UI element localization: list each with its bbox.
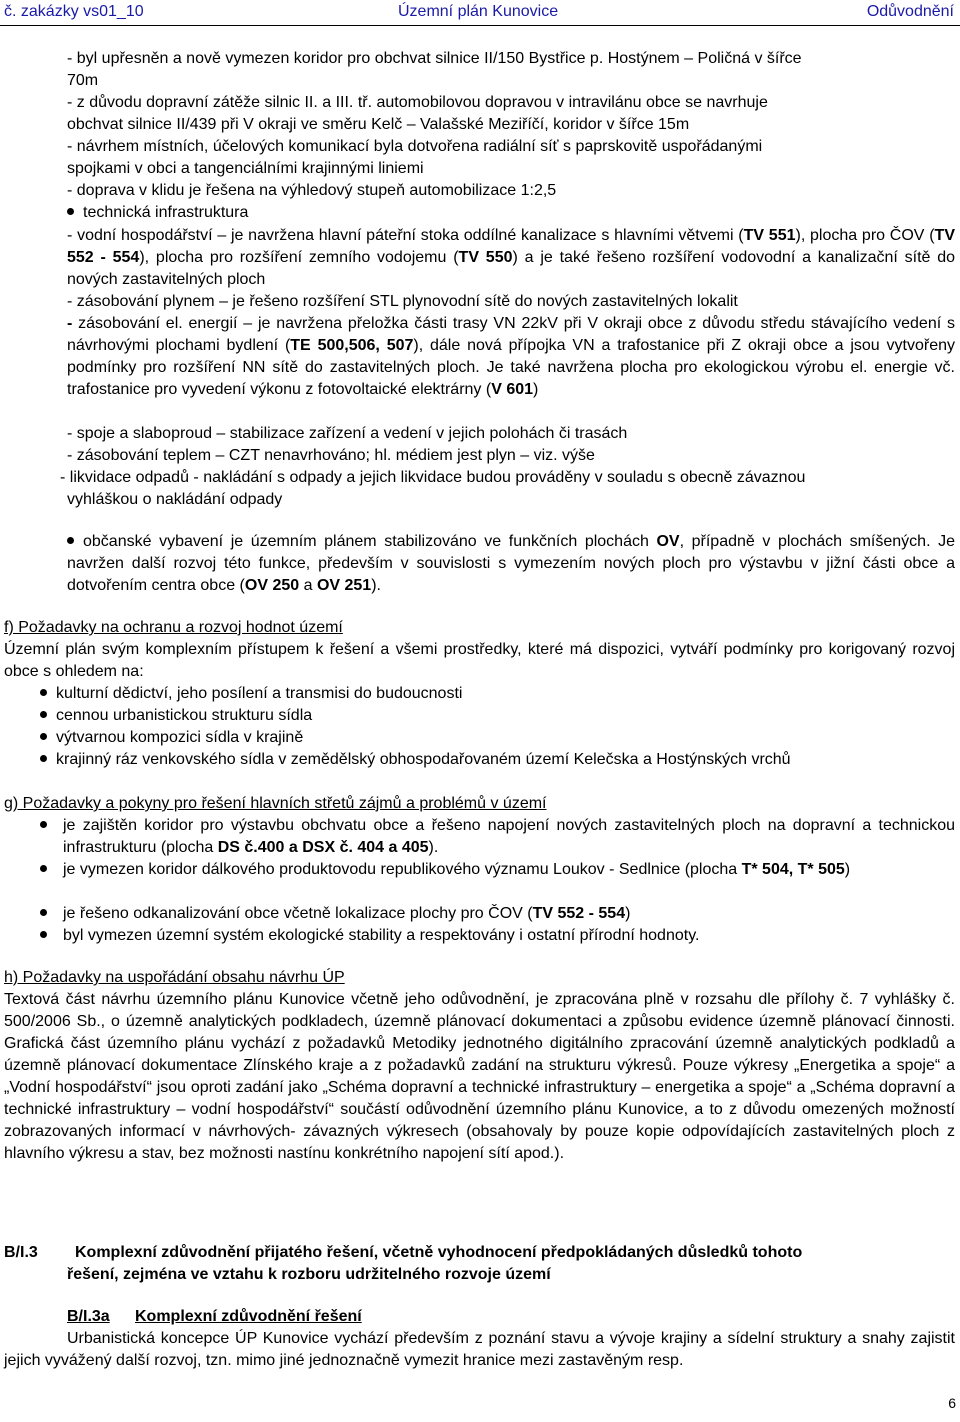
bullet-dot-icon [40, 733, 47, 740]
bullet-label: technická infrastruktura [83, 204, 249, 221]
bullet-dot-icon [40, 711, 47, 718]
section-f-intro: Územní plán svým komplexním přístupem k řešení a všemi prostředky, které má dispozici, vytváří podmínky pro korigovaný rozvoj obce s ohledem na: [4, 641, 955, 680]
page-number: 6 [948, 1395, 956, 1411]
bullet-dot-icon [40, 859, 56, 881]
subsection-code: B/I.3a [67, 1308, 110, 1325]
subsection-paragraph: Urbanistická koncepce ÚP Kunovice vychází především z poznání stavu a vývoje krajiny a sídelní struktury a snahy zajistit jejich vyvážený další rozvoj, tzn. mimo jiné jednoznačně vymezit hranice mezi zastavěným resp. [4, 1330, 955, 1369]
bullet-dot-icon [40, 689, 47, 696]
ti-odpady-line-2: vyhláškou o nakládání odpady [67, 491, 283, 508]
section-h-paragraph: Textová část návrhu územního plánu Kunovice včetně jeho odůvodnění, je zpracována plně v rozsahu dle přílohy č. 7 vyhlášky č. 500/2006 Sb., o územně analytických podkladech, územně plánovací dokumentaci a způsobu evidence územně plánovací činnosti. Grafická část územního plánu vychází z požadavků Metodiky jednotného digitálního zpracování územně analytických podkladů a územně plánovací dokumentace Zlínského kraje a z požadavků zadání na strukturu výkresů. Pouze výkresy „Energetika a spoje“ a „Vodní hospodářství“ jsou oproti zadání jako „Schéma dopravní a technické infrastruktury – energetika a spoje“ a „Schéma dopravní a technické infrastruktury – vodní hospodářství“ součástí odůvodnění územního plánu Kunovice, a to z důvodu omezených možností zobrazovaných informací v návrhových- závazných výkresech (obsahovaly by pouze kopie odpovídajících zastavitelných ploch z hlavního výkresu a stav, bez možnosti nastínu konkrétního napojení sítí apod.). [4, 991, 955, 1162]
section-g-item: je vymezen koridor dálkového produktovodu republikového významu Loukov - Sedlnice (plocha T* 504, T* 505) [63, 861, 851, 878]
doprava-line-7: - doprava v klidu je řešena na výhledový stupeň automobilizace 1:2,5 [67, 182, 557, 199]
bullet-dot-icon [40, 755, 47, 762]
ti-spoje-line: - spoje a slaboproud – stabilizace zařízení a vedení v jejich polohách či trasách [67, 425, 628, 442]
section-b-code: B/I.3 [4, 1244, 38, 1261]
header-rule [0, 25, 960, 26]
section-b-title-line-2: řešení, zejména ve vztahu k rozboru udržitelného rozvoje území [67, 1266, 551, 1283]
ti-teplo-line: - zásobování teplem – CZT nenavrhováno; hl. médiem jest plyn – viz. výše [67, 447, 595, 464]
section-g-item: byl vymezen územní systém ekologické stability a respektovány i ostatní přírodní hodnoty. [63, 927, 700, 944]
section-f-item: krajinný ráz venkovského sídla v zemědělský obhospodařovaném území Kelečska a Hostýnských vrchů [40, 749, 791, 771]
doprava-line-3: - z důvodu dopravní zátěže silnic II. a III. tř. automobilovou dopravou v intravilánu obce se navrhuje [67, 94, 768, 111]
doprava-line-1: - byl upřesněn a nově vymezen koridor pro obchvat silnice II/150 Bystřice p. Hostýnem – Poličná v šířce [67, 50, 802, 67]
bullet-dot-icon [67, 208, 74, 215]
header-section-label: Odůvodnění [866, 3, 954, 20]
bullet-technicka-infrastruktura [67, 202, 248, 224]
doprava-line-6: spojkami v obci a tangenciálními krajinnými liniemi [67, 160, 424, 177]
bullet-dot-icon [40, 925, 56, 947]
header-contract-number: č. zakázky vs01_10 [4, 3, 144, 20]
section-h-heading: h) Požadavky na uspořádání obsahu návrhu ÚP [4, 969, 345, 986]
doprava-line-5: - návrhem místních, účelových komunikací byla dotvořena radiální síť s paprskovitě uspořádanými [67, 138, 763, 155]
section-f-item: výtvarnou kompozici sídla v krajině [40, 727, 303, 749]
doprava-line-2: 70m [67, 72, 99, 89]
bullet-dot-icon [40, 903, 56, 925]
section-f-item: kulturní dědictví, jeho posílení a transmisi do budoucnosti [40, 683, 462, 705]
section-b-title-line-1: Komplexní zdůvodnění přijatého řešení, včetně vyhodnocení předpokládaných důsledků tohoto [75, 1244, 803, 1261]
ti-el-paragraph: - zásobování el. energií – je navržena přeložka části trasy VN 22kV při V okraji obce z důvodu středu stávajícího vedení s návrhovými plochami bydlení (TE 500,506, 507), dále nová přípojka VN a trafostanice při Z okraji obce a jsou vytvořeny podmínky pro rozšíření NN sítě do zastavitelných ploch. Je také navržena plocha pro ekologickou výrobu el. energie vč. trafostanice pro vyvedení výkonu z fotovoltaické elektrárny (V 601) [67, 315, 956, 398]
ti-vodni-paragraph: - vodní hospodářství – je navržena hlavní páteřní stoka oddílné kanalizace s hlavními větvemi (TV 551), plocha pro ČOV (TV 552 - 554), plocha pro rozšíření zemního vodojemu (TV 550) a je také řešeno rozšíření vodovodní a kanalizační sítě do nových zastavitelných ploch [67, 227, 956, 288]
obcanske-paragraph [67, 531, 955, 597]
section-f-item: cennou urbanistickou strukturu sídla [40, 705, 312, 727]
doprava-line-4: obchvat silnice II/439 při V okraji ve směru Kelč – Valašské Meziříčí, koridor v šířce 15m [67, 116, 690, 133]
ti-plyn-line: - zásobování plynem – je řešeno rozšíření STL plynovodní sítě do nových zastavitelných lokalit [67, 293, 738, 310]
subsection-title: Komplexní zdůvodnění řešení [135, 1308, 362, 1325]
section-g-item: je zajištěn koridor pro výstavbu obchvatu obce a řešeno napojení nových zastavitelných ploch na dopravní a technickou infrastrukturu (plocha DS č.400 a DSX č. 404 a 405). [63, 817, 955, 856]
bullet-dot-icon [40, 815, 56, 837]
section-f-heading: f) Požadavky na ochranu a rozvoj hodnot území [4, 619, 343, 636]
obcanske-text: občanské vybavení je územním plánem stabilizováno ve funkčních plochách OV, případně v plochách smíšených. Je navržen další rozvoj této funkce, především v souvislosti s vymezením nových ploch pro výstavbu v jižní části obce a dotvořením centra obce (OV 250 a OV 251). [67, 533, 955, 594]
header-document-title: Územní plán Kunovice [398, 3, 559, 20]
ti-odpady-line-1: - likvidace odpadů - nakládání s odpady a jejich likvidace budou prováděny v souladu s obecně závaznou [60, 469, 806, 486]
section-g-heading: g) Požadavky a pokyny pro řešení hlavních střetů zájmů a problémů v území [4, 795, 547, 812]
page-header [0, 0, 960, 26]
section-g-item: je řešeno odkanalizování obce včetně lokalizace plochy pro ČOV (TV 552 - 554) [63, 905, 631, 922]
bullet-dot-icon [67, 537, 74, 544]
